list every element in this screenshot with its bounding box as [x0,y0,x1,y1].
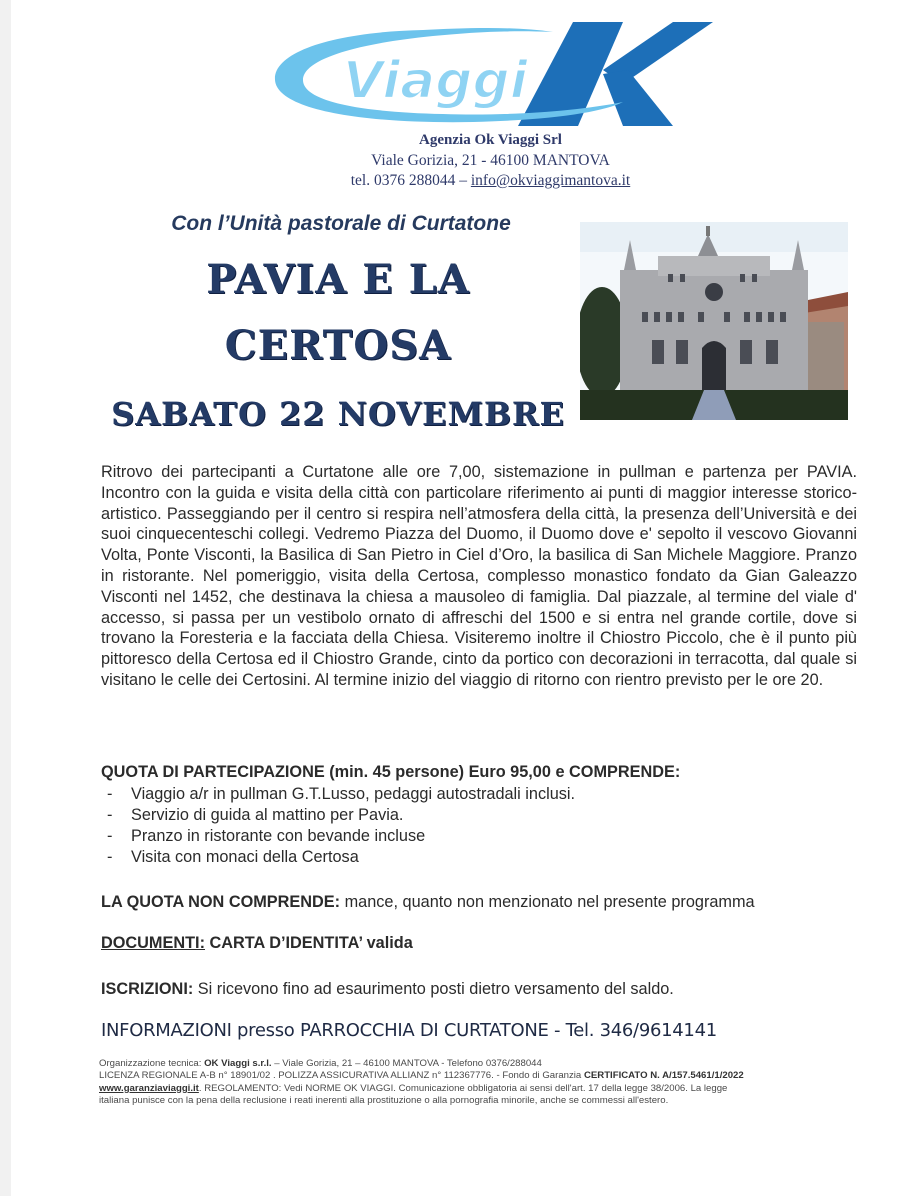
registrations [101,980,674,999]
agency-email-link[interactable]: info@okviaggimantova.it [470,172,631,189]
list-item: - Pranzo in ristorante con bevande incluse [107,827,426,845]
quota-includes-list [101,784,801,868]
footer-line4: italiana punisce con la pena della reclusione i reati inerenti alla prostituzione o alla pornografia minorile, anche se commessi all'estero. [99,1095,669,1107]
agency-address: Viale Gorizia, 21 - 46100 MANTOVA [371,152,610,169]
quota-not-included [101,892,801,913]
quota-heading: QUOTA DI PARTECIPAZIONE (min. 45 persone) Euro 95,00 e COMPRENDE: [101,763,681,781]
agency-contact [36,172,920,190]
not-included-label: LA QUOTA NON COMPRENDE: [101,893,341,911]
registrations-label: ISCRIZIONI: [101,980,194,998]
footer-line1: Organizzazione tecnica: OK Viaggi s.r.l. – Viale Gorizia, 21 – 46100 MANTOVA - Telefono 0376/288044 [99,1058,542,1069]
garanzia-viaggi-link[interactable]: www.garanziaviaggi.it [99,1082,199,1094]
not-included-text: mance, quanto non menzionato nel presente programma [340,893,755,911]
logo-k-lower [603,70,673,126]
agency-phone: tel. 0376 288044 – [350,172,471,189]
bullet-dash: - [107,806,113,824]
agency-name: Agenzia Ok Viaggi Srl [419,132,562,148]
footer-line2: LICENZA REGIONALE A-B n° 18901/02 . POLIZZA ASSICURATIVA ALLIANZ n° 112367776. - Fondo di Garanzia CERTIFICATO N. A/157.5461/1/2022 [99,1070,744,1082]
list-item: - Viaggio a/r in pullman G.T.Lusso, pedaggi autostradali inclusi. [107,785,576,803]
bullet-dash: - [107,848,113,866]
documents-text: CARTA D’IDENTITA’ valida [205,934,413,952]
bullet-dash: - [107,827,113,845]
quota-section [101,763,801,868]
event-date: SABATO 22 NOVEMBRE [111,395,565,433]
logo-word: Viaggi [343,51,528,111]
itinerary-description: Ritrovo dei partecipanti a Curtatone alle ore 7,00, sistemazione in pullman e partenza per PAVIA. Incontro con la guida e visita della città con particolare riferimento ai punti di maggior interesse storico-artistico. Passeggiando per il centro si respira nell’atmosfera della città, la presenza dell’Università e dei suoi cinquecenteschi collegi. Vedremo Piazza del Duomo, il Duomo dove e' sepolto il vescovo Giovanni Volta, Ponte Visconti, la Basilica di San Pietro in Ciel d’Oro, la basilica di San Michele Maggiore. Pranzo in ristorante. Nel pomeriggio, visita della Certosa, complesso monastico fondato da Gian Galeazzo Visconti nel 1452, che destinava la chiesa a mausoleo di famiglia. Dal piazzale, al termine del viale d' accesso, si passa per un vestibolo ornato di affreschi del 1500 e si entra nel grande cortile, dove si trovano la Foresteria e la facciata della Chiesa. Visiteremo inoltre il Chiostro Piccolo, che è il punto più pittoresco della Certosa ed il Chiostro Grande, cinto da portico con decorazioni in terracotta, dal quale si visitano le celle dei Certosini. Al termine inizio del viaggio di ritorno con rientro previsto per le ore 20. [101,463,857,689]
event-subtitle: Con l’Unità pastorale di Curtatone [171,212,511,235]
footer-line3: www.garanziaviaggi.it. REGOLAMENTO: Vedi NORME OK VIAGGI. Comunicazione obbligatoria ai sensi dell'art. 17 della legge 38/2006. La legge [99,1082,728,1094]
event-title-line2: CERTOSA [224,322,452,369]
information-contact: INFORMAZIONI presso PARROCCHIA DI CURTATONE - Tel. 346/9614141 [101,1020,717,1041]
documents-required [101,934,413,953]
bullet-dash: - [107,785,113,803]
list-item: - Servizio di guida al mattino per Pavia. [107,806,404,824]
documents-label: DOCUMENTI: [101,934,206,952]
flyer-page [11,0,920,1196]
registrations-text: Si ricevono fino ad esaurimento posti dietro versamento del saldo. [193,980,674,998]
list-item: - Visita con monaci della Certosa [107,848,359,866]
ok-viaggi-logo [273,22,713,126]
event-title-line1: PAVIA E LA [206,256,470,303]
legal-footer [99,1058,889,1108]
certosa-photo [580,222,848,420]
